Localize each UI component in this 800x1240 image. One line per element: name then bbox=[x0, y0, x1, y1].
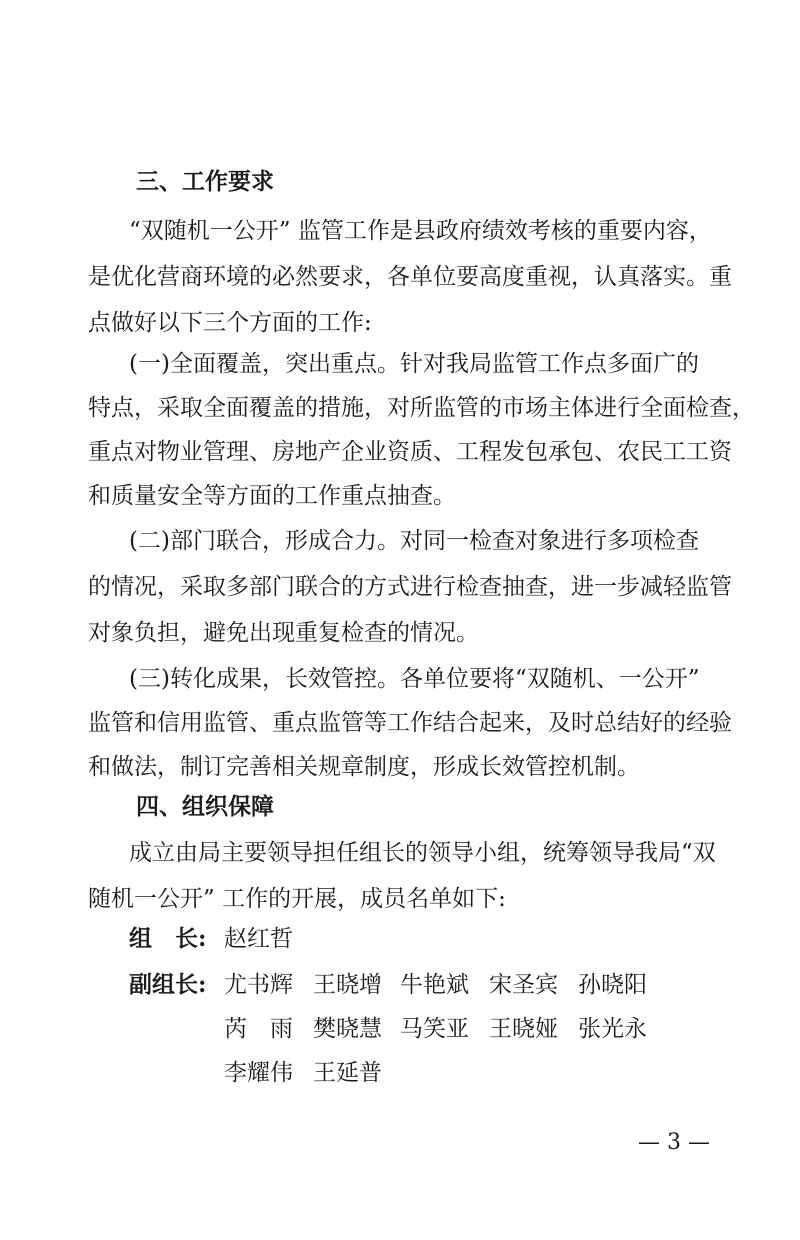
page-number: — 3 — bbox=[638, 1130, 710, 1155]
deputy-name: 李耀伟 bbox=[224, 1060, 293, 1086]
deputy-name: 宋圣宾 bbox=[489, 972, 558, 998]
leader-label: 组 长: bbox=[129, 925, 207, 952]
item-three-line: 监管和信用监管、重点监管等工作结合起来，及时总结好的经验 bbox=[88, 710, 732, 736]
deputy-name: 樊晓慧 bbox=[313, 1016, 382, 1042]
section-heading-requirements: 三、工作要求 bbox=[136, 169, 274, 195]
deputy-name: 芮 雨 bbox=[224, 1016, 293, 1042]
deputy-name: 张光永 bbox=[578, 1016, 647, 1042]
item-one-line: 特点，采取全面覆盖的措施，对所监管的市场主体进行全面检查， bbox=[88, 395, 755, 421]
paragraph-line: 是优化营商环境的必然要求，各单位要高度重视，认真落实。重 bbox=[88, 264, 732, 290]
item-one-line: 和质量安全等方面的工作重点抽查。 bbox=[88, 483, 456, 509]
paragraph-line: 点做好以下三个方面的工作: bbox=[88, 310, 372, 336]
item-one-line: (一)全面覆盖，突出重点。针对我局监管工作点多面广的 bbox=[129, 351, 699, 377]
deputy-name: 牛艳斌 bbox=[400, 972, 469, 998]
item-three-line: (三)转化成果，长效管控。各单位要将“双随机、一公开” bbox=[129, 666, 700, 692]
deputy-name: 孙晓阳 bbox=[578, 972, 647, 998]
item-three-line: 和做法，制订完善相关规章制度，形成长效管控机制。 bbox=[88, 754, 640, 780]
deputy-name: 王延普 bbox=[313, 1060, 382, 1086]
item-two-line: (二)部门联合，形成合力。对同一检查对象进行多项检查 bbox=[129, 528, 699, 554]
deputy-name: 王晓娅 bbox=[489, 1016, 558, 1042]
paragraph-line: 成立由局主要领导担任组长的领导小组，统筹领导我局“双 bbox=[129, 840, 716, 866]
section-heading-organization: 四、组织保障 bbox=[136, 794, 274, 820]
paragraph-line: 随机一公开” 工作的开展，成员名单如下: bbox=[88, 886, 506, 912]
leader-name: 赵红哲 bbox=[224, 926, 293, 952]
deputy-name: 尤书辉 bbox=[224, 972, 293, 998]
deputy-name: 马笑亚 bbox=[400, 1016, 469, 1042]
item-two-line: 的情况，采取多部门联合的方式进行检查抽查，进一步减轻监管 bbox=[88, 574, 732, 600]
deputy-label: 副组长: bbox=[129, 971, 207, 998]
paragraph-line: “双随机一公开” 监管工作是县政府绩效考核的重要内容， bbox=[129, 218, 712, 244]
item-one-line: 重点对物业管理、房地产企业资质、工程发包承包、农民工工资 bbox=[88, 439, 732, 465]
deputy-name: 王晓增 bbox=[313, 972, 382, 998]
item-two-line: 对象负担，避免出现重复检查的情况。 bbox=[88, 620, 479, 646]
